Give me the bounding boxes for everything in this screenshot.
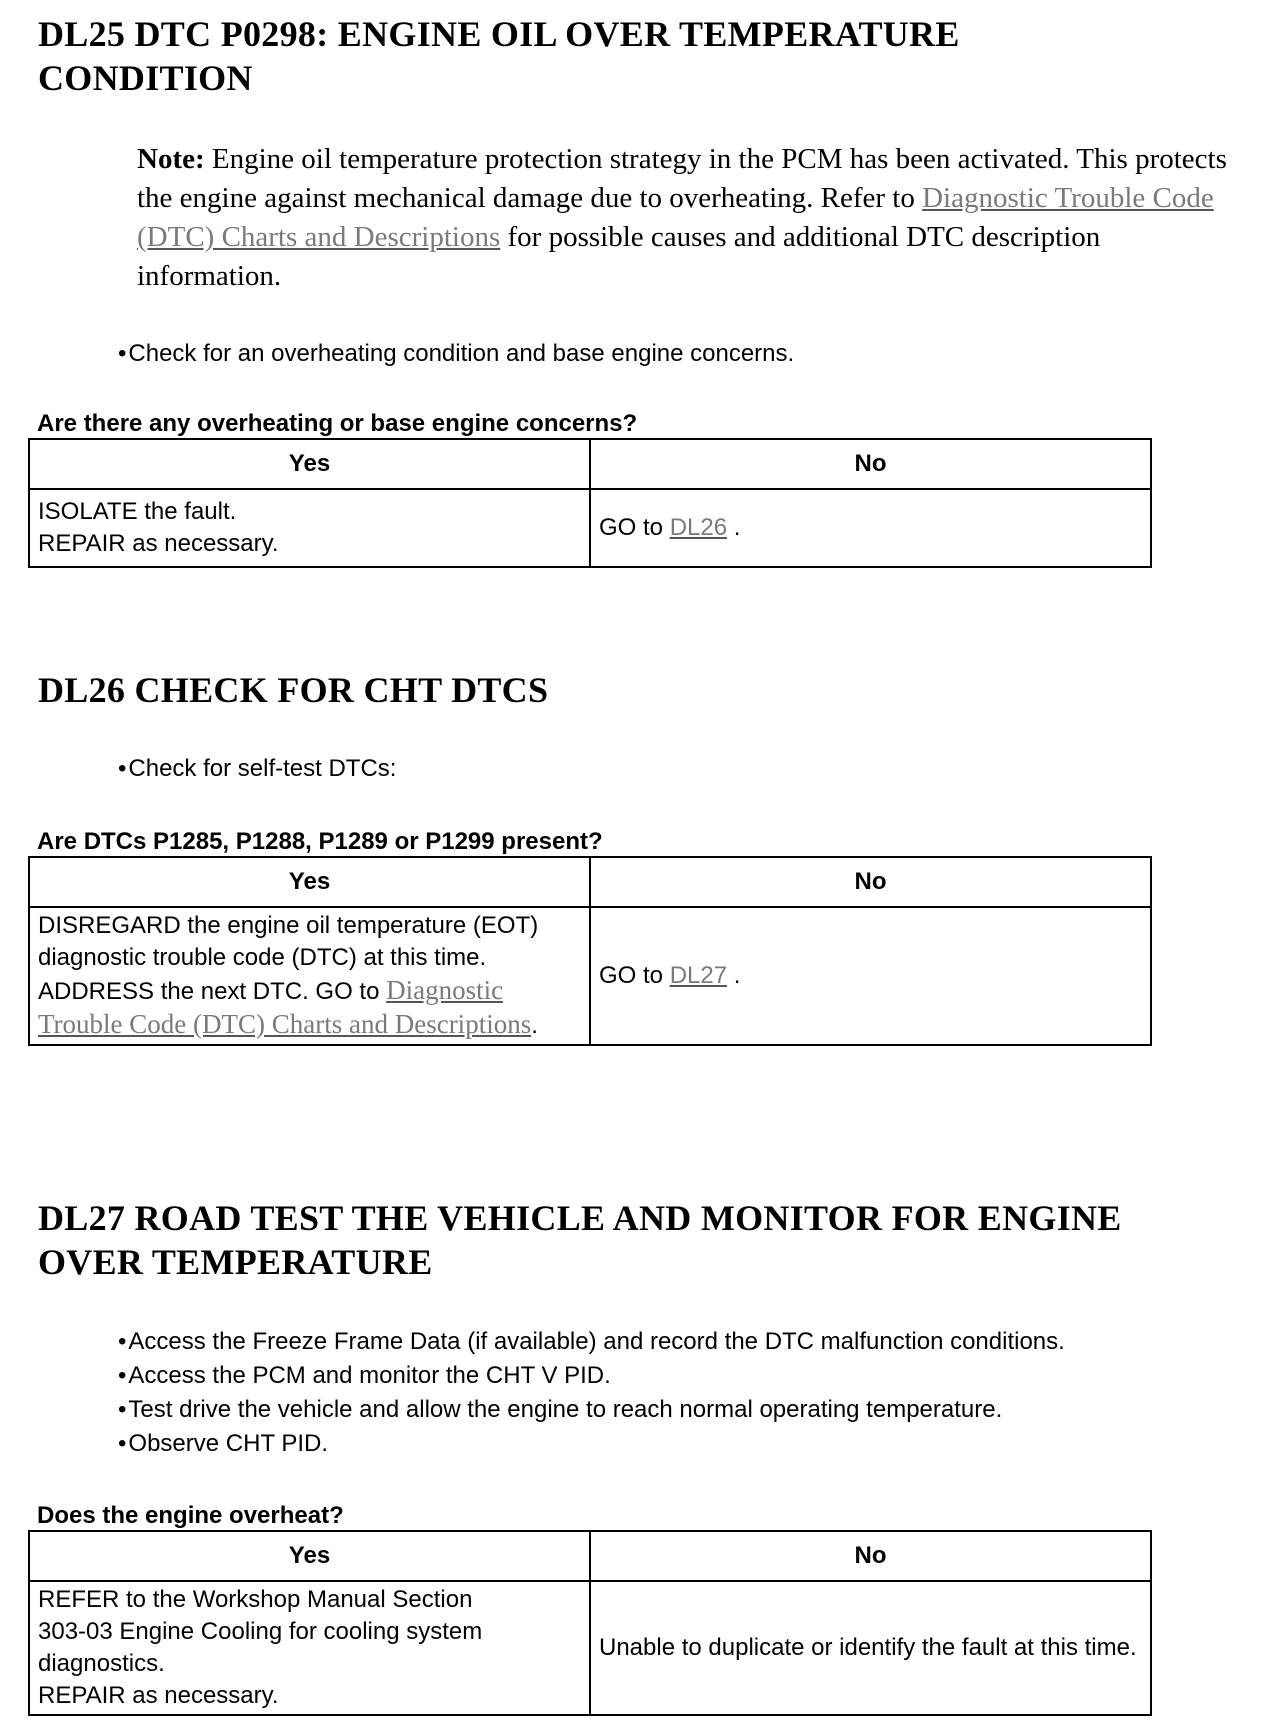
yes-header: Yes — [29, 1531, 590, 1581]
no-cell: Unable to duplicate or identify the fault at this time. — [590, 1581, 1151, 1715]
dl25-bullets — [118, 337, 794, 371]
dl25-title-line1: DL25 DTC P0298: ENGINE OIL OVER TEMPERATURE — [38, 14, 960, 54]
dl27-table — [28, 1530, 1152, 1716]
yes-line: diagnostics. — [38, 1650, 165, 1677]
dl25-question: Are there any overheating or base engine concerns? — [37, 410, 638, 437]
dl26-question: Are DTCs P1285, P1288, P1289 or P1299 present? — [37, 828, 603, 855]
note-label: Note: — [137, 143, 205, 175]
yes-cell — [29, 1581, 590, 1715]
yes-header: Yes — [29, 857, 590, 907]
dl25-title — [38, 12, 1238, 100]
no-header: No — [590, 439, 1151, 489]
dl27-link[interactable]: DL27 — [669, 962, 728, 989]
no-suffix: . — [727, 514, 741, 541]
yes-line: REFER to the Workshop Manual Section — [38, 1586, 473, 1613]
dl27-question: Does the engine overheat? — [37, 1502, 344, 1529]
dl26-title: DL26 CHECK FOR CHT DTCS — [38, 670, 549, 710]
note-text-1: Engine oil temperature protection strategy in the PCM has been activated. This protects the engine against mechanical damage due to overheating. Refer to — [137, 143, 1227, 214]
yes-cell — [29, 907, 590, 1045]
yes-text: DISREGARD the engine oil temperature (EOT) diagnostic trouble code (DTC) at this time. ADDRESS the next DTC. GO to — [38, 912, 539, 1005]
bullet-item: • Check for self-test DTCs: — [118, 752, 396, 786]
bullet-item: • Check for an overheating condition and base engine concerns. — [118, 337, 794, 371]
no-suffix: . — [727, 962, 741, 989]
yes-suffix: . — [531, 1012, 538, 1039]
no-header: No — [590, 1531, 1151, 1581]
no-header: No — [590, 857, 1151, 907]
dtc-charts-link[interactable]: Diagnostic Trouble Code (DTC) Charts and Descriptions — [38, 975, 532, 1039]
yes-line: ISOLATE the fault. — [38, 498, 237, 525]
yes-header: Yes — [29, 439, 590, 489]
bullet-item: • Access the Freeze Frame Data (if available) and record the DTC malfunction conditions. — [118, 1325, 1065, 1359]
no-cell — [590, 907, 1151, 1045]
no-prefix: GO to — [599, 514, 670, 541]
dl25-table — [28, 438, 1152, 568]
no-prefix: GO to — [599, 962, 670, 989]
dl27-title-line2: OVER TEMPERATURE — [38, 1242, 433, 1282]
dl27-title — [38, 1196, 1238, 1284]
yes-line: 303-03 Engine Cooling for cooling system — [38, 1618, 483, 1645]
bullet-item: • Access the PCM and monitor the CHT V PID. — [118, 1359, 1065, 1393]
dl25-title-line2: CONDITION — [38, 58, 253, 98]
dl26-bullets — [118, 752, 396, 786]
no-cell — [590, 489, 1151, 567]
dl25-note — [137, 140, 1237, 296]
yes-line: REPAIR as necessary. — [38, 530, 279, 557]
dl26-table — [28, 856, 1152, 1046]
dl27-title-line1: DL27 ROAD TEST THE VEHICLE AND MONITOR FOR ENGINE — [38, 1198, 1122, 1238]
dl26-link[interactable]: DL26 — [669, 514, 728, 541]
note-text-2: for possible causes and additional DTC description information. — [137, 221, 1101, 292]
yes-cell — [29, 489, 590, 567]
dl27-bullets — [118, 1325, 1065, 1461]
yes-line: REPAIR as necessary. — [38, 1682, 279, 1709]
dtc-charts-link[interactable]: Diagnostic Trouble Code (DTC) Charts and Descriptions — [137, 182, 1214, 253]
bullet-item: • Test drive the vehicle and allow the engine to reach normal operating temperature. — [118, 1393, 1065, 1427]
bullet-item: • Observe CHT PID. — [118, 1427, 1065, 1461]
